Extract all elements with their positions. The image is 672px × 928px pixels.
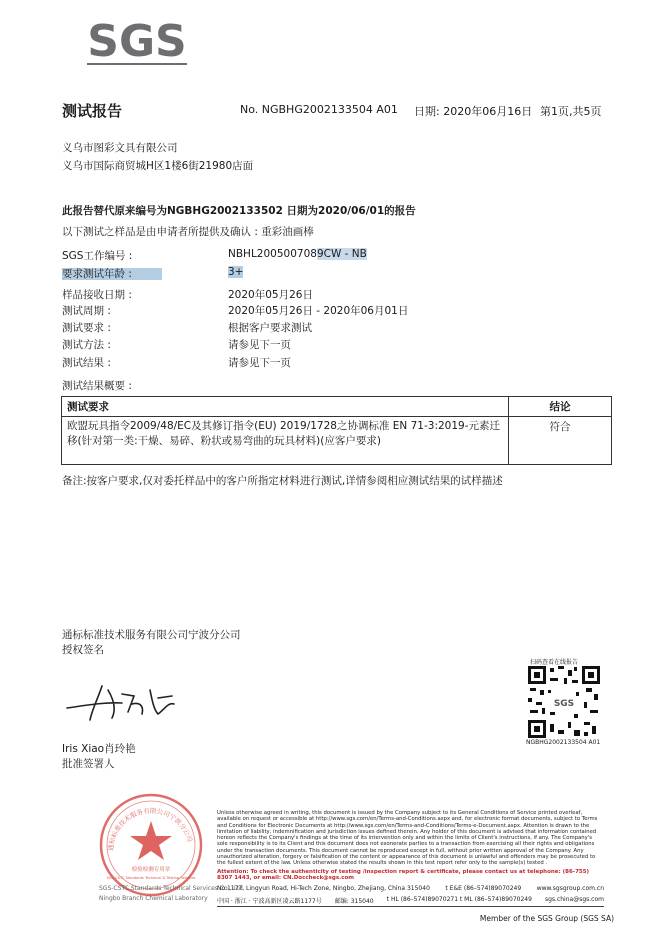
footer-divider (217, 906, 604, 907)
svg-text:通标标准技术服务有限公司宁波分公司: 通标标准技术服务有限公司宁波分公司 (106, 806, 194, 852)
field-label: SGS工作编号 : (62, 250, 133, 262)
sgs-group-member: Member of the SGS Group (SGS SA) (479, 914, 614, 923)
field-value: 请参见下一页 (228, 357, 291, 369)
signatory-role: 批准签署人 (62, 758, 115, 770)
field-value: 根据客户要求测试 (228, 322, 312, 334)
table-row (62, 417, 611, 464)
company-seal-stamp (97, 791, 205, 899)
footer-tel-cn: t HL (86–574)89070271 t ML (86–574)89070249 (386, 896, 532, 903)
report-title: 测试报告 (62, 102, 123, 120)
remark: 备注:按客户要求,仅对委托样品中的客户所指定材料进行测试,详情参阅相应测试结果的试样描述 (62, 475, 503, 487)
footer-tel-en: t E&E (86–574)89070249 (445, 885, 522, 892)
replacement-notice: 此报告替代原来编号为NGBHG2002133502 日期为2020/06/01的报告 (62, 205, 416, 217)
authorized-signature-label: 授权签名 (62, 644, 104, 656)
footer-address-en-line (217, 885, 604, 892)
applicant-address: 义乌市国际商贸城H区1楼6街21980店面 (62, 160, 254, 172)
signatory-company: 通标标准技术服务有限公司宁波分公司 (62, 629, 241, 641)
field-value: 3+ (228, 266, 244, 278)
table-header-conclusion: 结论 (549, 401, 571, 413)
page-indicator: 第1页,共5页 (540, 105, 602, 118)
signatory-name: Iris Xiao肖玲艳 (62, 743, 136, 755)
svg-text:检验检测专用章: 检验检测专用章 (131, 867, 171, 873)
field-value: 请参见下一页 (228, 339, 291, 351)
field-label: 样品接收日期 : (62, 289, 132, 301)
svg-text:SGS: SGS (553, 699, 575, 709)
field-value: 2020年05月26日 (228, 289, 313, 301)
table-header-row (62, 397, 611, 417)
field-label: 要求测试年龄 : (62, 266, 162, 281)
signature-image (62, 676, 182, 726)
qr-report-number: NGBHG2002133504 A01 (526, 739, 601, 746)
authenticity-attention: Attention: To check the authenticity of testing /inspection report & certificate, please contact us at telephone: (86-755) 8307 1443, or email: CN.Doccheck@sgs.com (217, 869, 590, 881)
summary-label: 测试结果概要 : (62, 380, 132, 392)
svg-text:SGS: SGS (87, 16, 187, 66)
sgs-logo (87, 14, 187, 66)
terms-text: Unless otherwise agreed in writing, this document is issued by the Company subject to its General Conditions of Service printed overleaf, available on request or accessible at http://www.sgs.com/en/Terms-and-Conditions.aspx and, for electronic format documents, subject to Terms and Conditions for Electronic Documents at http://www.sgs.com/en/Terms-and-Conditions/Terms-e-Document.aspx. Attention is drawn to the limitation of liability, indemnification and jurisdiction issues defined therein. Any holder of this document is advised that information contained hereon reflects the Company's findings at the time of its intervention only and within the limits of Client's instructions, if any. The Company's sole responsibility is to its Client and this document does not exonerate parties to a transaction from exercising all their rights and obligations under the transaction documents. This document cannot be reproduced except in full, without prior written approval of the Company. Any unauthorized alteration, forgery or falsification of the content or appearance of this document is unlawful and offenders may be prosecuted to the fullest extent of the law. Unless otherwise stated the results shown in this test report refer only to the sample(s) tested . (217, 810, 598, 867)
footer-email: sgs.china@sgs.com (544, 896, 604, 903)
report-date: 日期: 2020年06月16日 (414, 105, 533, 118)
footer-web: www.sgsgroup.com.cn (536, 885, 604, 892)
footer-address-cn: 中国 · 浙江 · 宁波高新区凌云路1177号 (217, 898, 322, 905)
results-table (61, 396, 612, 465)
sample-intro: 以下测试之样品是由申请者所提供及确认 : 重彩油画棒 (62, 226, 314, 238)
footer-branch-en: Ningbo Branch Chemical Laboratory (99, 895, 208, 902)
field-value: NBHL2005007089CW - NB (228, 248, 367, 260)
report-number: No. NGBHG2002133504 A01 (240, 103, 398, 116)
footer-address-en: No.1177, Lingyun Road, Hi-Tech Zone, Ningbo, Zhejiang, China 315040 (217, 885, 430, 892)
footer-address-cn-line (217, 896, 604, 905)
field-label: 测试方法 : (62, 339, 111, 351)
qr-code[interactable] (528, 666, 600, 738)
field-label: 测试周期 : (62, 305, 111, 317)
field-value: 2020年05月26日 - 2020年06月01日 (228, 305, 409, 317)
field-label: 测试要求 : (62, 322, 111, 334)
svg-text:SGS-CSTC Standards Technical &: SGS-CSTC Standards Technical & Testing Services (106, 876, 196, 880)
field-label: 测试结果 : (62, 357, 111, 369)
qr-caption: 扫码查看在线报告 (530, 659, 579, 666)
table-cell-conclusion: 符合 (549, 421, 571, 433)
applicant-name: 义乌市图彩文具有限公司 (62, 142, 178, 154)
table-cell-requirement: 欧盟玩具指令2009/48/EC及其修订指令(EU) 2019/1728之协调标准 EN 71-3:2019-元素迁移(针对第一类:干燥、易碎、粉状或易弯曲的玩具材料)(应客户要求) (62, 417, 509, 464)
table-header-requirement: 测试要求 (62, 397, 509, 416)
footer-zip-cn: 邮编: 315040 (334, 898, 374, 905)
footer-company-en: SGS-CSTC Standards Technical Services Co., Ltd (99, 885, 243, 892)
